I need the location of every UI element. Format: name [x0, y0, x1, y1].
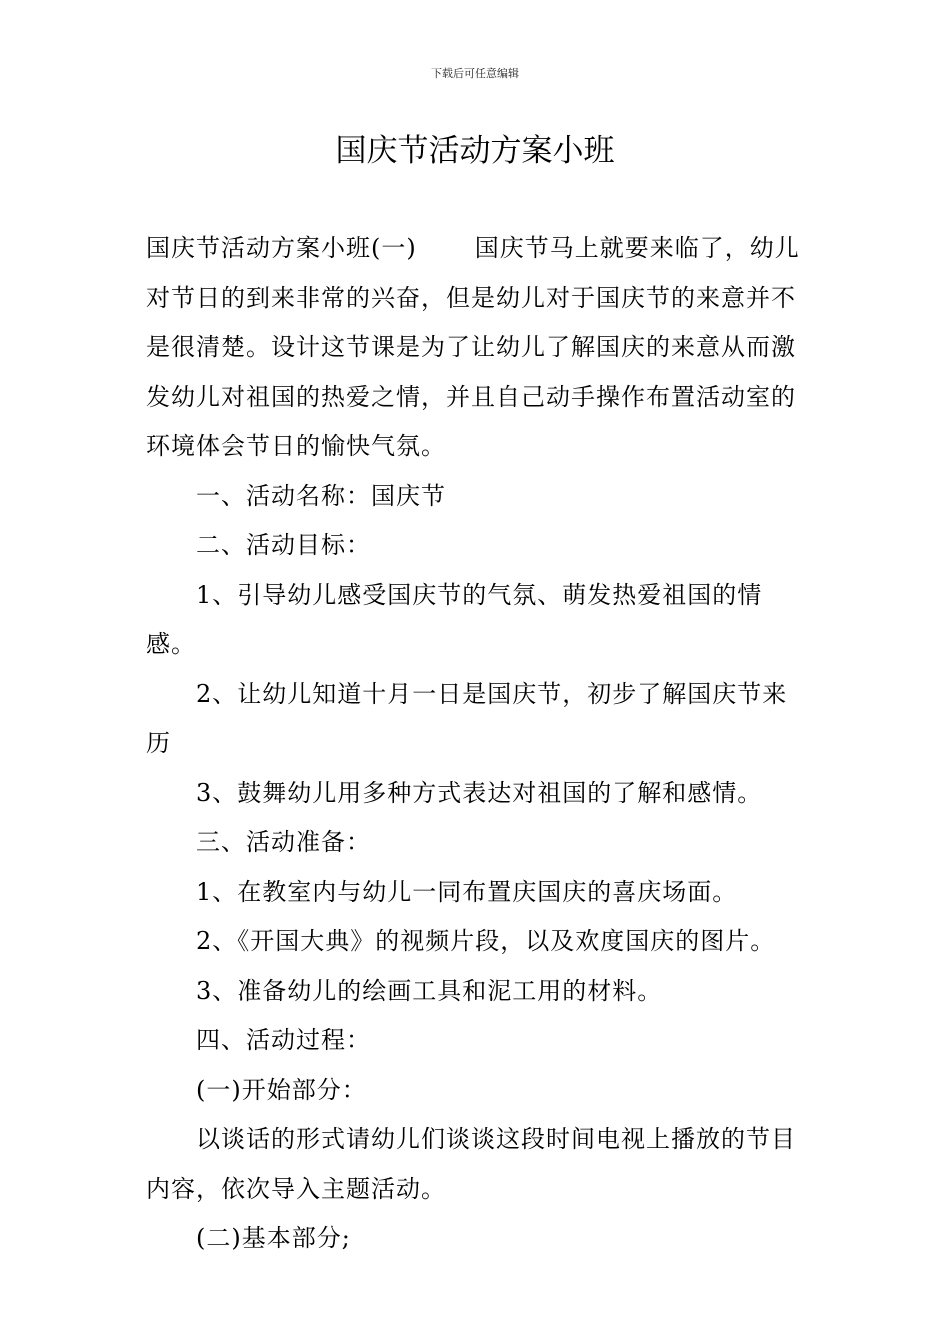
section-activity-goals: 二、活动目标： [196, 531, 371, 559]
preparation-item-2: 2、《开国大典》的视频片段，以及欢度国庆的图片。 [196, 927, 776, 955]
preparation-item-3: 3、准备幼儿的绘画工具和泥工用的材料。 [196, 976, 663, 1005]
preparation-item-1: 1、在教室内与幼儿一同布置庆国庆的喜庆场面。 [196, 877, 738, 906]
intro-paragraph [146, 224, 808, 472]
process-part-basic: (二)基本部分; [196, 1224, 351, 1252]
goal-item-3: 3、鼓舞幼儿用多种方式表达对祖国的了解和感情。 [196, 778, 763, 807]
goal-item-1: 1、引导幼儿感受国庆节的气氛、萌发热爱祖国的情感。 [146, 580, 763, 658]
intro-heading: 国庆节活动方案小班(一) [146, 234, 417, 262]
page-header-note: 下载后可任意编辑 [431, 67, 519, 80]
section-activity-preparation: 三、活动准备： [196, 828, 371, 856]
document-body [146, 224, 808, 1264]
document-title: 国庆节活动方案小班 [335, 133, 615, 169]
section-activity-name: 一、活动名称：国庆节 [196, 481, 446, 510]
intro-text: 国庆节马上就要来临了，幼儿对节日的到来非常的兴奋，但是幼儿对于国庆节的来意并不是很清楚。设计这节课是为了让幼儿了解国庆的来意从而激发幼儿对祖国的热爱之情，并且自己动手操作布置活动室的环境体会节日的愉快气氛。 [146, 234, 800, 460]
opening-description: 以谈话的形式请幼儿们谈谈这段时间电视上播放的节目内容，依次导入主题活动。 [146, 1125, 796, 1203]
section-activity-process: 四、活动过程： [196, 1026, 371, 1054]
process-part-opening: (一)开始部分： [196, 1075, 367, 1104]
goal-item-2: 2、让幼儿知道十月一日是国庆节，初步了解国庆节来历 [146, 679, 788, 757]
